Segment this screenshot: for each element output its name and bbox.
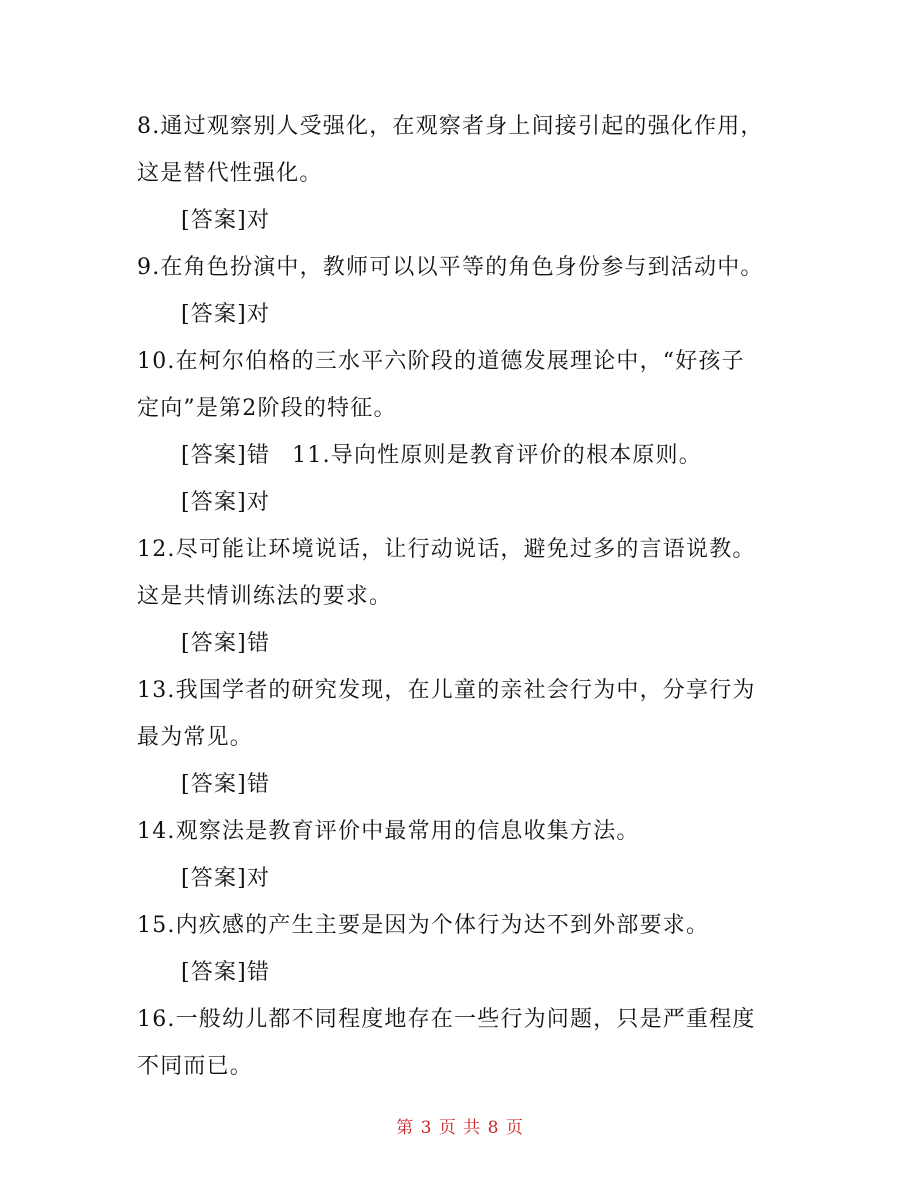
answer-label: [答案]错 xyxy=(181,443,271,468)
answer-line: [答案]对 xyxy=(181,490,271,515)
page-number-footer: 第 3 页 共 8 页 xyxy=(396,1118,524,1138)
text-line: 10.在柯尔伯格的三水平六阶段的道德发展理论中，“好孩子 xyxy=(137,349,745,374)
text-line: 15.内疚感的产生主要是因为个体行为达不到外部要求。 xyxy=(137,913,710,938)
text-line: 这是共情训练法的要求。 xyxy=(137,584,393,609)
text-line: 8.通过观察别人受强化，在观察者身上间接引起的强化作用， xyxy=(137,114,764,139)
answer-line: [答案]错 xyxy=(181,960,271,985)
question-inline: 11.导向性原则是教育评价的根本原则。 xyxy=(292,443,702,468)
text-line: 12.尽可能让环境说话，让行动说话，避免过多的言语说教。 xyxy=(137,537,756,562)
text-line: 14.观察法是教育评价中最常用的信息收集方法。 xyxy=(137,819,640,844)
text-line: 16.一般幼儿都不同程度地存在一些行为问题，只是严重程度 xyxy=(137,1007,756,1032)
text-line: 13.我国学者的研究发现，在儿童的亲社会行为中，分享行为 xyxy=(137,678,756,703)
answer-line: [答案]对 xyxy=(181,866,271,891)
answer-line: [答案]对 xyxy=(181,208,271,233)
text-line: 9.在角色扮演中，教师可以以平等的角色身份参与到活动中。 xyxy=(137,255,764,280)
text-line: 不同而已。 xyxy=(137,1054,254,1079)
answer-line xyxy=(137,432,787,479)
answer-line: [答案]对 xyxy=(181,302,271,327)
text-line: 定向”是第2阶段的特征。 xyxy=(137,396,397,421)
document-body xyxy=(137,103,787,1090)
text-line: 这是替代性强化。 xyxy=(137,161,323,186)
answer-line: [答案]错 xyxy=(181,772,271,797)
text-line: 最为常见。 xyxy=(137,725,254,750)
answer-line: [答案]错 xyxy=(181,631,271,656)
